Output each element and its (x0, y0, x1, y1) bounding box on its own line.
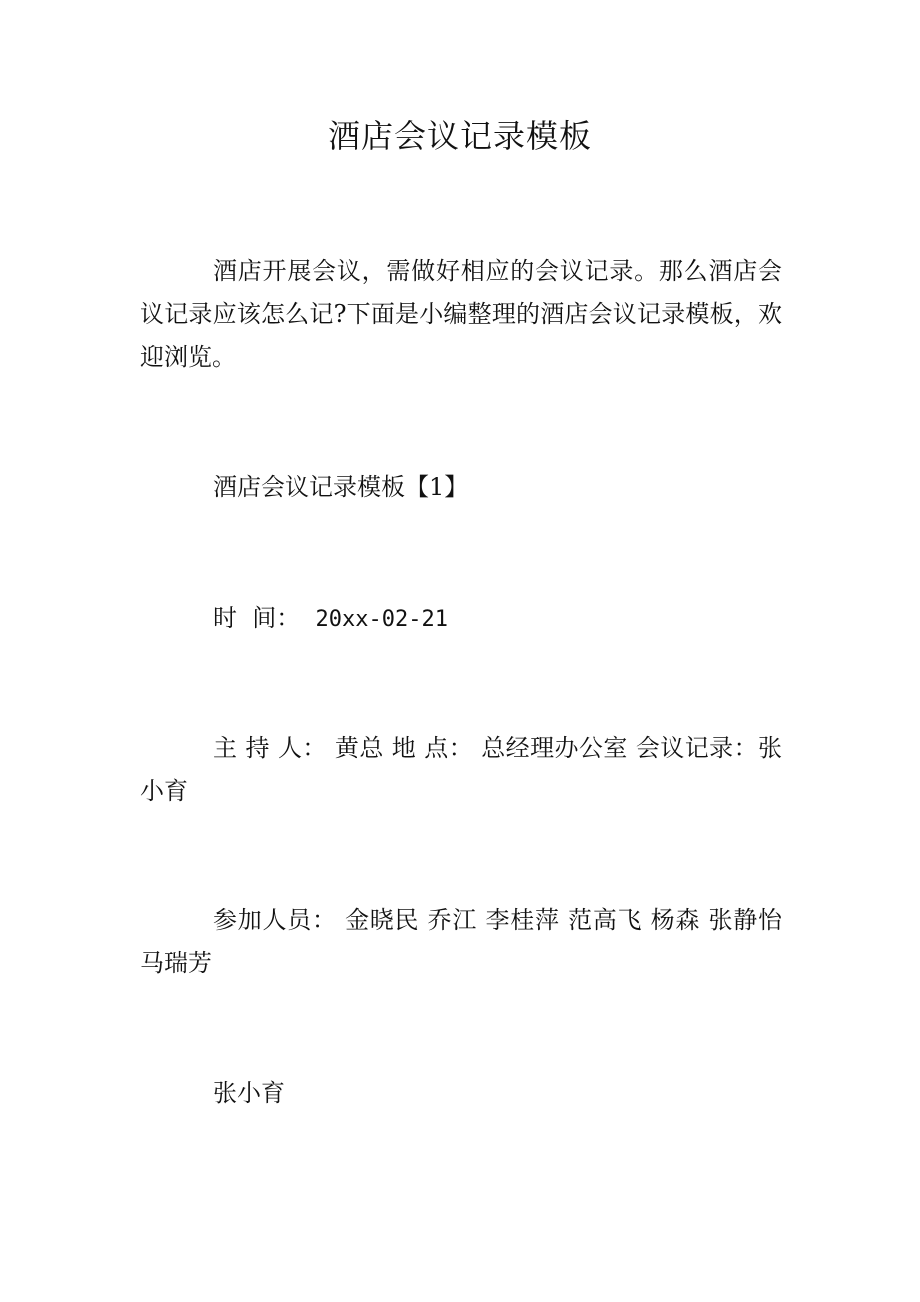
recorder-name: 张小育 (213, 1079, 285, 1107)
time-label: 时 间： (213, 604, 316, 632)
section-heading: 酒店会议记录模板【1】 (213, 473, 469, 501)
intro-paragraph: 酒店开展会议，需做好相应的会议记录。那么酒店会议记录应该怎么记?下面是小编整理的酒店会议记录模板，欢迎浏览。 (140, 257, 782, 371)
time-value: 20xx-02-21 (315, 607, 448, 632)
host-location-recorder-paragraph: 主 持 人： 黄总 地 点： 总经理办公室 会议记录：张小育 (140, 734, 782, 805)
meeting-time-line (213, 597, 448, 641)
attendees-paragraph: 参加人员： 金晓民 乔江 李桂萍 范高飞 杨森 张静怡 马瑞芳 (140, 906, 782, 977)
document-title: 酒店会议记录模板 (327, 117, 592, 155)
